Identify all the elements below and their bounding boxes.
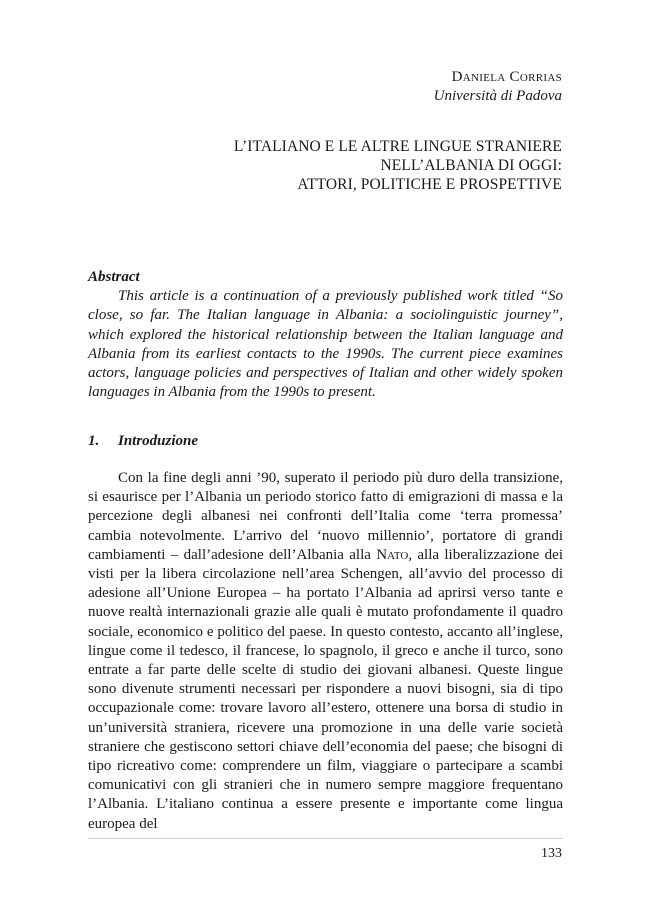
author-block xyxy=(434,68,562,106)
author-affiliation: Università di Padova xyxy=(433,88,562,104)
footer-rule xyxy=(88,838,563,839)
abstract-text: This article is a continuation of a previously published work titled “So close, so far. The Italian language in Albania: a sociolinguistic journey”, which explored the historical relationship between the Italian language and Albania from its earliest contacts to the 1990s. The current piece examines actors, language policies and perspectives of Italian and other widely spoken languages in Albania from the 1990s to present. xyxy=(88,288,563,401)
abstract-heading: Abstract xyxy=(88,269,140,285)
page-number: 133 xyxy=(541,846,562,861)
section-heading xyxy=(88,433,198,450)
title-line-1: L’ITALIANO E LE ALTRE LINGUE STRANIERE xyxy=(233,138,562,155)
title-line-3: ATTORI, POLITICHE E PROSPETTIVE xyxy=(297,176,562,193)
title-line-2: NELL’ALBANIA DI OGGI: xyxy=(380,157,562,174)
section-title: Introduzione xyxy=(118,433,199,449)
article-title xyxy=(234,137,562,194)
nato-acronym: Nato xyxy=(376,546,409,563)
body-paragraph xyxy=(88,469,563,834)
section-number: 1. xyxy=(88,433,100,449)
body-text-part-2: , alla liberalizzazione dei visti per la libera circolazione nell’area Schengen, all’avvio del processo di adesione all’Unione Europea – ha portato l’Albania ad aprirsi verso tante e nuove realtà internazionali grazie alle quali è mutato profondamente il quadro sociale, economico e politico del paese. In questo contesto, accanto all’inglese, lingue come il tedesco, il francese, lo spagnolo, il greco e anche il turco, sono entrate a far parte delle scelte di studio dei giovani albanesi. Queste lingue sono divenute strumenti necessari per rispondere a nuovi bisogni, sia di tipo occupazionale come: trovare lavoro all’estero, ottenere una borsa di studio in un’università straniera, ricevere una promozione in una delle varie società straniere che gestiscono settori chiave dell’economia del paese; che bisogni di tipo ricreativo come: comprendere un film, viaggiare o partecipare a scambi comunicativi con gli stranieri che in numero sempre maggiore frequentano l’Albania. L’italiano continua a essere presente e importante come lingua europea del xyxy=(88,546,563,832)
abstract xyxy=(88,268,563,402)
author-name: Daniela Corrias xyxy=(451,69,562,85)
body-text-part-1: Con la fine degli anni ’90, superato il periodo più duro della transizione, si esaurisce per l’Albania un periodo storico fatto di emigrazioni di massa e la percezione degli albanesi nei confronti dell’Italia come ‘terra promessa’ cambia notevolmente. L’arrivo del ‘nuovo millennio’, portatore di grandi cambiamenti – dall’adesione dell’Albania alla xyxy=(88,470,563,563)
